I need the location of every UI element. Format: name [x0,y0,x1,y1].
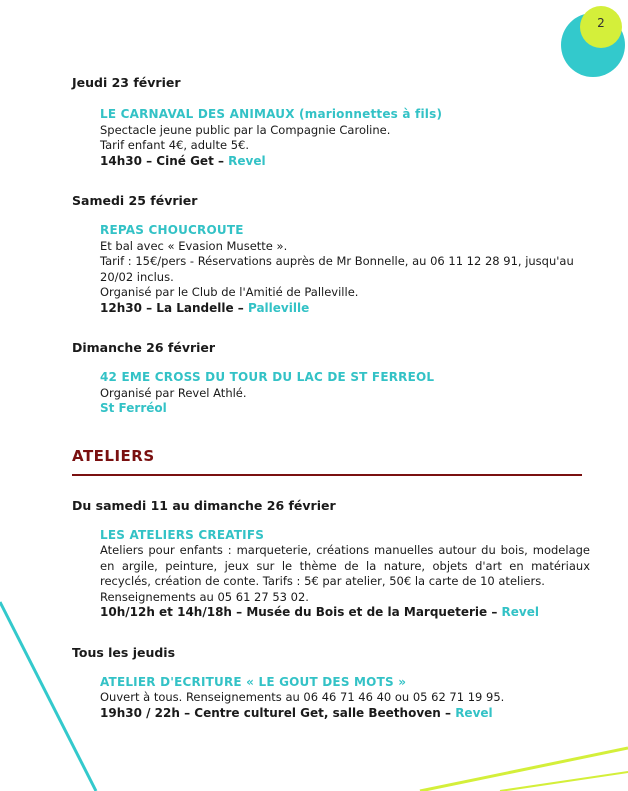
event-date: Tous les jeudis [72,644,176,660]
event-date: Samedi 25 février [72,193,198,208]
section-divider [72,474,582,476]
event-title: ATELIER D'ECRITURE « LE GOUT DES MOTS » [100,674,407,689]
event-price-cont: 20/02 inclus. [100,269,174,284]
event-title: LE CARNAVAL DES ANIMAUX (marionnettes à fils) [100,107,443,121]
document-body [72,72,590,721]
event-date: Jeudi 23 février [72,75,181,90]
event-block [100,223,590,316]
event-block [100,675,590,722]
event-city: Revel [501,605,539,619]
section-title: ATELIERS [72,446,155,465]
event-contact: Renseignements au 05 61 27 53 02. [100,589,309,604]
event-block [100,370,590,417]
event-time-place [100,401,590,417]
event-organizer: Organisé par Revel Athlé. [100,385,247,400]
page-number: 2 [597,16,605,30]
event-title: 42 EME CROSS DU TOUR DU LAC DE ST FERREOL [100,370,435,384]
event-city: Palleville [247,300,310,315]
event-price: Tarif enfant 4€, adulte 5€. [100,138,250,152]
event-description: Spectacle jeune public par la Compagnie Caroline. [100,122,391,137]
event-price: Tarif : 15€/pers - Réservations auprès de Mr Bonnelle, au 06 11 12 28 91, jusqu'au [100,254,574,268]
event-contact: Ouvert à tous. Renseignements au 06 46 71 46 40 ou 05 62 71 19 95. [100,690,505,704]
event-time-place: 10h/12h et 14h/18h – Musée du Bois et de la Marqueterie – Revel [100,605,539,619]
event-title: LES ATELIERS CREATIFS [100,527,265,542]
event-date: Du samedi 11 au dimanche 26 février [72,497,336,513]
event-block [100,528,590,621]
event-date: Dimanche 26 février [72,340,216,355]
event-description: Et bal avec « Evasion Musette ». [100,238,288,253]
event-time-place: 14h30 – Ciné Get – Revel [100,153,266,168]
event-city: Revel [455,705,493,720]
event-organizer: Organisé par le Club de l'Amitié de Palleville. [100,285,359,299]
event-block [100,107,590,169]
event-city: St Ferréol [100,401,167,415]
event-title: REPAS CHOUCROUTE [100,223,244,237]
event-time-place: 19h30 / 22h – Centre culturel Get, salle Beethoven – Revel [100,705,493,720]
event-city: Revel [228,153,266,168]
event-description: Ateliers pour enfants : marqueterie, créations manuelles autour du bois, modelage en argile, peinture, jeux sur le thème de la nature, objets d'art en matériaux recyclés, création de conte. Tarifs : 5€ par atelier, 50€ la carte de 10 ateliers. [100,543,590,588]
event-time-place: 12h30 – La Landelle – Palleville [100,300,310,315]
